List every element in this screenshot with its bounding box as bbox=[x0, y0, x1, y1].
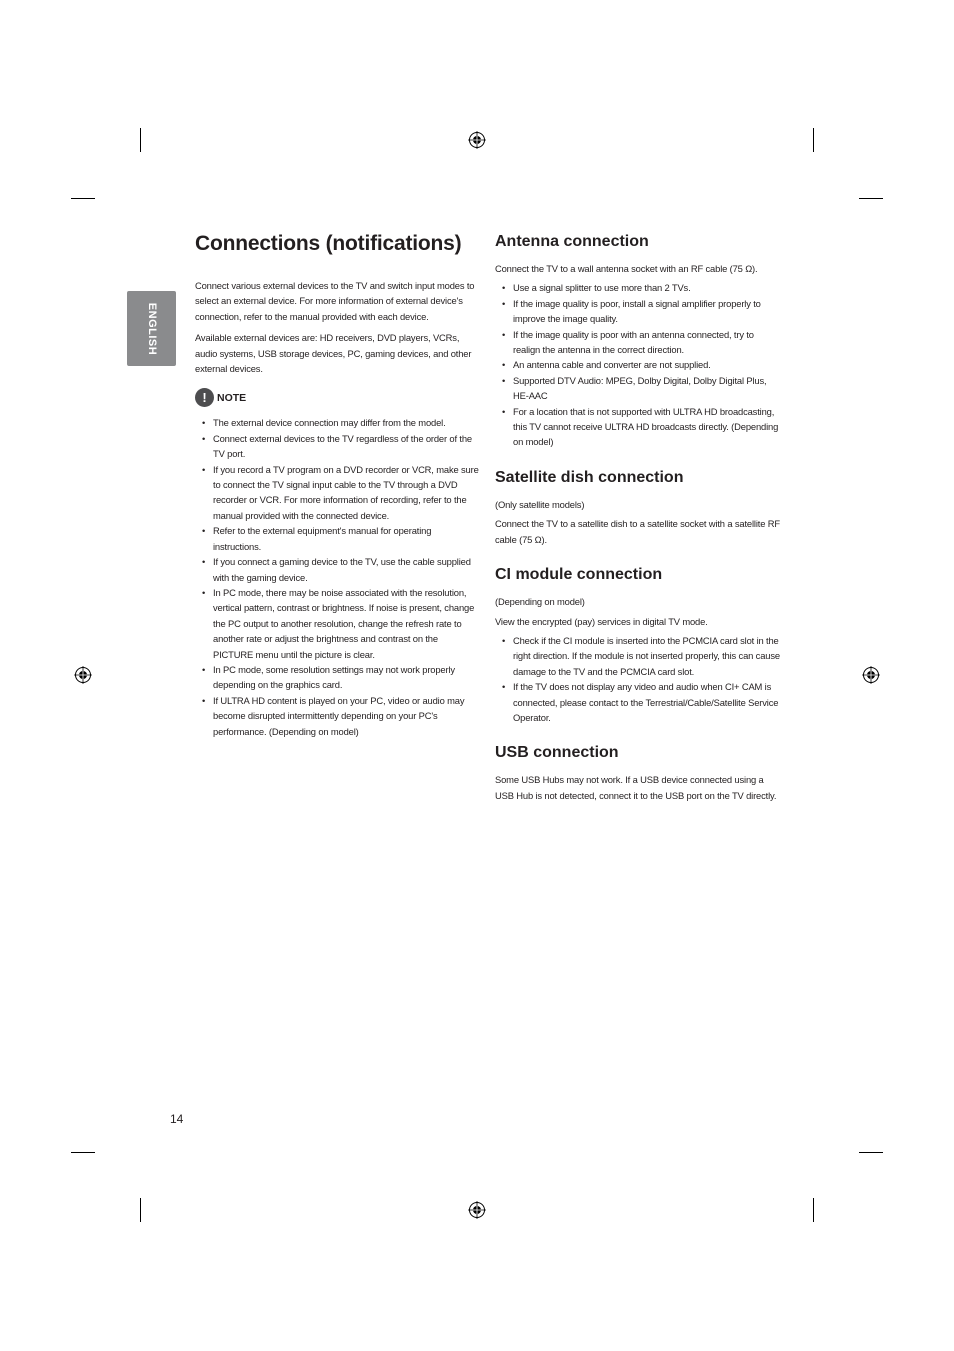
crop-mark bbox=[140, 128, 141, 152]
crop-mark bbox=[71, 198, 95, 199]
crop-mark bbox=[859, 1152, 883, 1153]
registration-mark-icon bbox=[468, 131, 486, 149]
antenna-list bbox=[495, 280, 780, 449]
section-text: Connect the TV to a satellite dish to a satellite socket with a satellite RF cable (75 Ω). bbox=[495, 518, 780, 545]
section-subtext: (Only satellite models) bbox=[495, 498, 585, 510]
list-item: • If you connect a gaming device to the TV, use the cable supplied with the gaming device. bbox=[195, 554, 480, 585]
crop-mark bbox=[71, 1152, 95, 1153]
list-item: • If the image quality is poor, install a signal amplifier properly to improve the image quality. bbox=[495, 296, 780, 327]
crop-mark bbox=[813, 128, 814, 152]
list-item: • Use a signal splitter to use more than 2 TVs. bbox=[495, 280, 780, 295]
list-item: • An antenna cable and converter are not supplied. bbox=[495, 357, 780, 372]
ci-list bbox=[495, 633, 780, 725]
note-label: NOTE bbox=[217, 391, 247, 404]
list-item: • If you record a TV program on a DVD recorder or VCR, make sure to connect the TV signal input cable to the TV through a DVD recorder or VCR. For more information of recording, refer to the manual provided with the connected device. bbox=[195, 462, 480, 524]
ci-module-section bbox=[495, 565, 780, 725]
section-heading: Antenna connection bbox=[495, 233, 649, 250]
list-item: • If the TV does not display any video and audio when CI+ CAM is connected, please contact to the Terrestrial/Cable/Satellite Service Operator. bbox=[495, 679, 780, 725]
list-item: • Check if the CI module is inserted into the PCMCIA card slot in the right direction. If the module is not inserted properly, this can cause damage to the TV and the PCMCIA card slot. bbox=[495, 633, 780, 679]
section-heading: USB connection bbox=[495, 744, 619, 762]
list-item: • Refer to the external equipment's manual for operating instructions. bbox=[195, 523, 480, 554]
registration-mark-icon bbox=[862, 666, 880, 684]
usb-section bbox=[495, 743, 780, 803]
page-title: Connections (notifications) bbox=[195, 232, 462, 255]
list-item: • The external device connection may differ from the model. bbox=[195, 415, 480, 430]
satellite-section bbox=[495, 468, 780, 547]
section-subtext: (Depending on model) bbox=[495, 596, 585, 608]
crop-mark bbox=[859, 198, 883, 199]
language-tab bbox=[127, 291, 176, 366]
list-item: • In PC mode, some resolution settings may not work properly depending on the graphics card. bbox=[195, 662, 480, 693]
section-text: Some USB Hubs may not work. If a USB device connected using a USB Hub is not detected, connect it to the USB port on the TV directly. bbox=[495, 774, 777, 801]
exclamation-icon: ! bbox=[195, 388, 214, 407]
crop-mark bbox=[140, 1198, 141, 1222]
intro-paragraph: Available external devices are: HD receivers, DVD players, VCRs, audio systems, USB storage devices, PC, gaming devices, and other external devices. bbox=[195, 332, 472, 375]
section-text: Connect the TV to a wall antenna socket with an RF cable (75 Ω). bbox=[495, 263, 758, 274]
section-heading: CI module connection bbox=[495, 566, 663, 584]
list-item: • For a location that is not supported with ULTRA HD broadcasting, this TV cannot receive ULTRA HD broadcasts directly. (Depending on model) bbox=[495, 404, 780, 450]
registration-mark-icon bbox=[74, 666, 92, 684]
registration-mark-icon bbox=[468, 1201, 486, 1219]
list-item: • Connect external devices to the TV regardless of the order of the TV port. bbox=[195, 431, 480, 462]
list-item: • If ULTRA HD content is played on your PC, video or audio may become disrupted intermittently depending on your PC's performance. (Depending on model) bbox=[195, 693, 480, 739]
note-list bbox=[195, 415, 480, 739]
antenna-section bbox=[495, 232, 780, 450]
page-number: 14 bbox=[170, 1112, 184, 1126]
section-heading: Satellite dish connection bbox=[495, 468, 684, 486]
note-header bbox=[195, 388, 480, 407]
intro-paragraph: Connect various external devices to the TV and switch input modes to select an external device. For more information of external device's connection, refer to the manual provided with each device. bbox=[195, 280, 475, 322]
list-item: • Supported DTV Audio: MPEG, Dolby Digital, Dolby Digital Plus, HE-AAC bbox=[495, 373, 780, 404]
crop-mark bbox=[813, 1198, 814, 1222]
right-column bbox=[495, 232, 780, 821]
section-text: View the encrypted (pay) services in digital TV mode. bbox=[495, 615, 708, 627]
list-item: • In PC mode, there may be noise associated with the resolution, vertical pattern, contrast or brightness. If noise is present, change the PC output to another resolution, change the refresh rate to another rate or adjust the brightness and contrast on the PICTURE menu until the picture is clear. bbox=[195, 585, 480, 662]
left-column bbox=[195, 230, 480, 739]
language-label: ENGLISH bbox=[145, 302, 158, 355]
list-item: • If the image quality is poor with an antenna connected, try to realign the antenna in the correct direction. bbox=[495, 327, 780, 358]
